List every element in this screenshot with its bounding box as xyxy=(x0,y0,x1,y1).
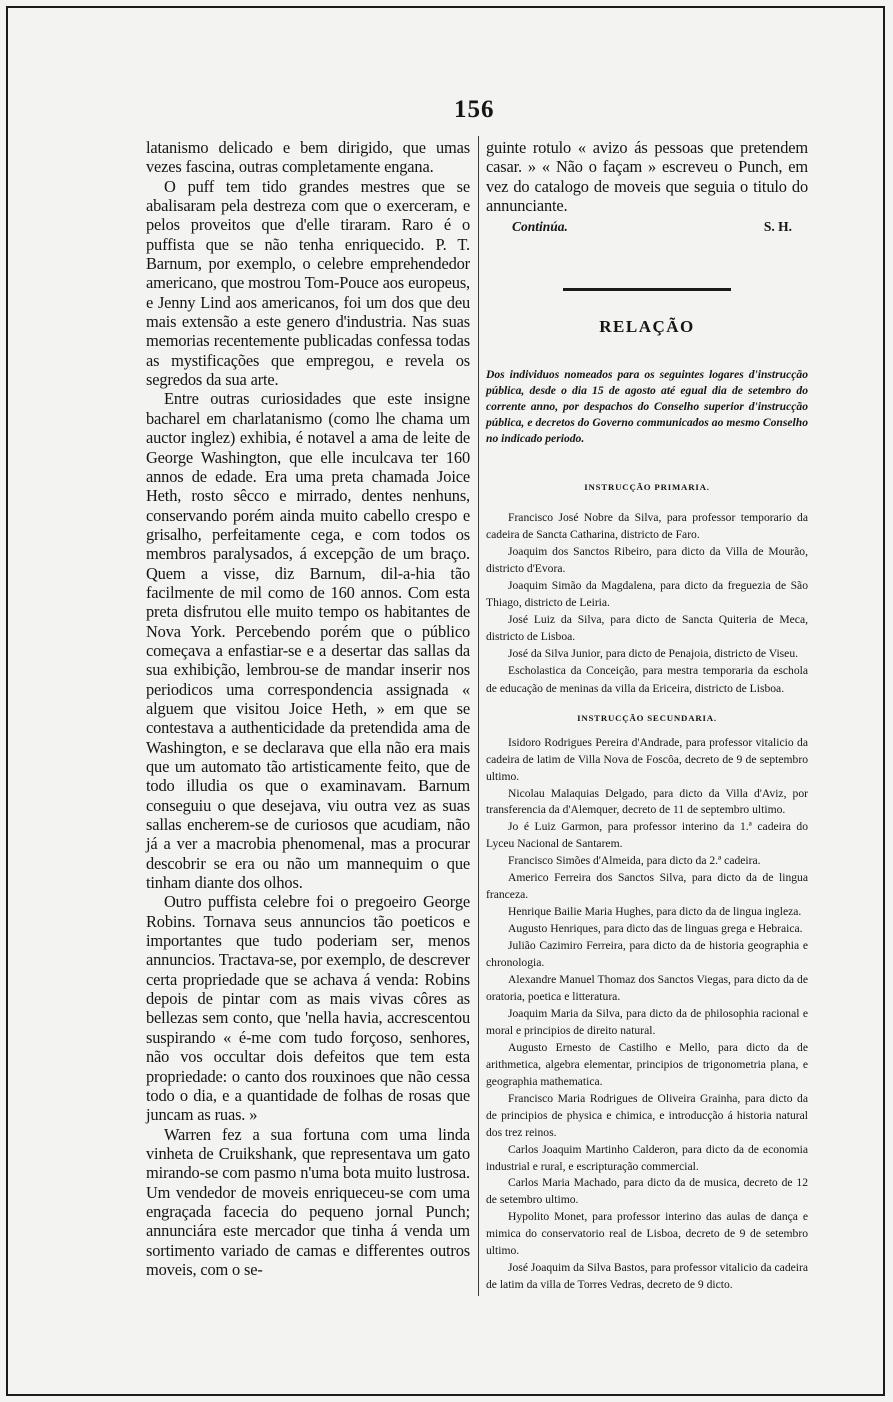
column-divider xyxy=(478,136,479,1296)
list-item: José da Silva Junior, para dicto de Penajoia, districto de Viseu. xyxy=(508,647,799,661)
section-heading-primaria: INSTRUCÇÃO PRIMARIA. xyxy=(584,481,710,492)
left-paragraph: Outro puffista celebre foi o pregoeiro George Robins. Tornava seus annuncios tão poeticos e importantes que tudo poderiam ser, menos annuncios. Tractava-se, por exemplo, de descrever certa propriedade que se achava á venda: Robins depois de pintar com as mais vivas côres as bellezas sem conto, que 'nella havia, accrescentou suspirando « é-me com tudo forçoso, senhores, não vos occultar dois defeitos que tem esta propriedade: o canto dos rouxinoes que não cessa todo o dia, e a quantidade de folhas de rosas que juncam as ruas. » xyxy=(146,892,470,1125)
list-item: Augusto Ernesto de Castilho e Mello, para dicto da de arithmetica, algebra elementar, principios de trigonometria plana, e geographia mathematica. xyxy=(486,1040,808,1088)
left-paragraph: latanismo delicado e bem dirigido, que umas vezes fascina, outras completamente engana. xyxy=(146,138,470,177)
list-item: José Joaquim da Silva Bastos, para professor vitalicio da cadeira de latim da villa de Torres Vedras, decreto de 9 dicto. xyxy=(486,1261,808,1292)
list-item: Julião Cazimiro Ferreira, para dicto da de historia geographia e chronologia. xyxy=(486,939,808,970)
article-signature-line xyxy=(486,218,808,236)
list-item: Hypolito Monet, para professor interino das aulas de dança e mimica do conservatorio real de Lisboa, decreto de 9 de setembro ultimo. xyxy=(486,1210,808,1258)
primaria-list xyxy=(486,509,808,697)
list-item: Henrique Bailie Maria Hughes, para dicto da de lingua ingleza. xyxy=(508,905,802,919)
list-item: Americo Ferreira dos Sanctos Silva, para dicto da de lingua franceza. xyxy=(486,871,808,902)
list-item: Nicolau Malaquias Delgado, para dicto da Villa d'Aviz, por transferencia da d'Alemquer, decreto de 11 de septembro ultimo. xyxy=(486,786,808,817)
list-item: Jo é Luiz Garmon, para professor interino da 1.ª cadeira do Lyceu Nacional de Santarem. xyxy=(486,820,808,851)
right-column xyxy=(486,138,808,1294)
list-item: Augusto Henriques, para dicto das de linguas grega e Hebraica. xyxy=(508,922,803,936)
list-item: Joaquim Maria da Silva, para dicto da de philosophia racional e moral e principios de direito natural. xyxy=(486,1006,808,1037)
section-rule xyxy=(563,288,731,291)
relacao-title: RELAÇÃO xyxy=(599,316,695,336)
list-item: Escholastica da Conceição, para mestra temporaria da eschola de educação de meninas da villa da Ericeira, districto de Lisboa. xyxy=(486,664,808,695)
list-item: Francisco José Nobre da Silva, para professor temporario da cadeira de Sancta Catharina, districto de Faro. xyxy=(486,510,808,541)
left-paragraph: Entre outras curiosidades que este insigne bacharel em charlatanismo (como lhe chama um auctor inglez) exhibia, é notavel a ama de leite de George Washington, que elle inculcava ter 160 annos de edade. Era uma preta chamada Joice Heth, rosto sêcco e mirrado, dentes nenhuns, conservando porém ainda muito cabello crespo e grisalho, perfeitamente cega, e com todos os membros paralysados, á excepção de um braço. Quem a visse, diz Barnum, dil-a-hia tão facilmente de mil como de 160 annos. Com esta preta disfrutou elle muito tempo os habitantes de Nova York. Percebendo porém que o público começava a enfastiar-se e a desertar das sallas da sua exhibição, lembrou-se de mandar inserir nos periodicos uma correspondencia assignada « alguem que visitou Joice Heth, » em que se contestava a authenticidade da pretendida ama de Washington, e se declarava que ella não era mais que um automato tão artisticamente feito, que de todo illudia os que o examinavam. Barnum conseguiu o que desejava, viu outra vez as suas sallas encherem-se de curiosos que acudiam, não já a ver a macrobia phenomenal, mas a procurar descobrir se era ou não um mannequim o que tinham diante dos olhos. xyxy=(146,389,470,893)
list-item: Francisco Simões d'Almeida, para dicto da 2.ª cadeira. xyxy=(508,854,761,868)
author-signature: S. H. xyxy=(763,218,792,234)
page-number: 156 xyxy=(454,96,495,123)
article-continuation: guinte rotulo « avizo ás pessoas que pretendem casar. » « Não o façam » escreveu o Punch, em vez do catalogo de moveis que seguia o titulo do annunciante. xyxy=(486,138,808,216)
left-paragraph: Warren fez a sua fortuna com uma linda vinheta de Cruikshank, que representava um gato mirando-se com pasmo n'uma bota muito lustrosa. Um vendedor de moveis enriqueceu-se com uma engraçada facecia do pequeno jornal Punch; annunciára este mercador que tinha á venda um sortimento variado de camas e differentes outros moveis, com o se- xyxy=(146,1124,470,1279)
list-item: Joaquim dos Sanctos Ribeiro, para dicto da Villa de Mourão, districto d'Evora. xyxy=(486,544,808,575)
section-heading-secundaria: INSTRUCÇÃO SECUNDARIA. xyxy=(577,712,717,723)
relacao-subtitle: Dos individuos nomeados para os seguintes logares d'instrucção pública, desde o dia 15 de agosto até egual dia de setembro do corrente anno, por despachos do Conselho superior d'instrucção pública, e decretos do Governo communicados ao mesmo Conselho no indicado periodo. xyxy=(486,367,808,446)
list-item: Alexandre Manuel Thomaz dos Sanctos Viegas, para dicto da de oratoria, poetica e litteratura. xyxy=(486,973,808,1003)
list-item: Francisco Maria Rodrigues de Oliveira Grainha, para dicto da de principios de physica e chimica, e introducção á historia natural dos trez reinos. xyxy=(486,1091,808,1139)
list-item: Carlos Joaquim Martinho Calderon, para dicto da de economia industrial e rural, e escripturação commercial. xyxy=(486,1142,808,1173)
left-column xyxy=(146,138,470,1279)
continua-label: Continúa. xyxy=(512,218,568,234)
list-item: Joaquim Simão da Magdalena, para dicto da freguezia de São Thiago, districto de Leiria. xyxy=(486,579,808,610)
list-item: Isidoro Rodrigues Pereira d'Andrade, para professor vitalicio da cadeira de latim de Villa Nova de Foscôa, decreto de 9 de septembro ultimo. xyxy=(486,735,808,783)
list-item: Carlos Maria Machado, para dicto da de musica, decreto de 12 de setembro ultimo. xyxy=(486,1176,808,1207)
list-item: José Luiz da Silva, para dicto de Sancta Quiteria de Meca, districto de Lisboa. xyxy=(486,613,808,644)
secundaria-list xyxy=(486,735,808,1294)
left-paragraph: O puff tem tido grandes mestres que se abalisaram pela destreza com que o exerceram, e pelos proveitos que d'elle tiraram. Raro é o puffista que se não tenha enriquecido. P. T. Barnum, por exemplo, o celebre emprehendedor americano, que mostrou Tom-Pouce aos europeus, e Jenny Lind aos americanos, foi um dos que deu mais extensão a este genero d'industria. Nas suas memorias recentemente publicadas confessa todas as mystificações que empregou, e revela os segredos da sua arte. xyxy=(146,176,470,390)
